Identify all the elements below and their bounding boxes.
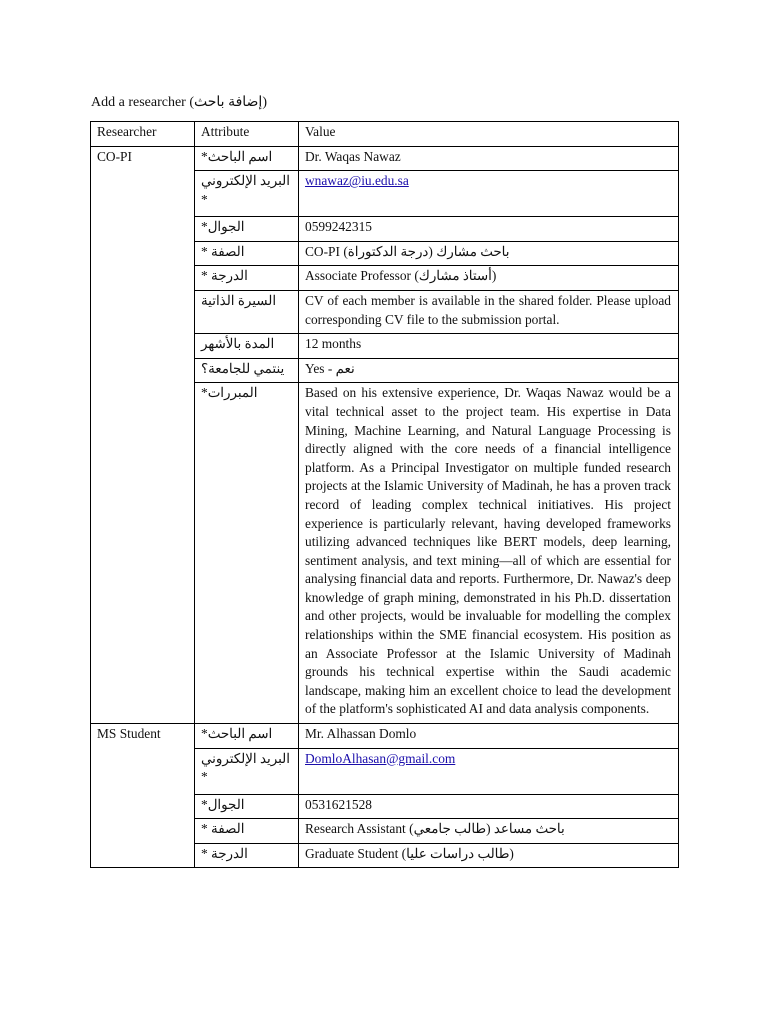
value-capacity: CO-PI (درجة الدكتوراة) باحث مشارك — [299, 241, 679, 266]
value-mobile: 0531621528 — [299, 794, 679, 819]
value-name: Mr. Alhassan Domlo — [299, 724, 679, 749]
attr-name-label: اسم الباحث* — [195, 724, 299, 749]
value-cv: CV of each member is available in the shared folder. Please upload corresponding CV file to the submission portal. — [299, 290, 679, 333]
value-email-cell — [299, 171, 679, 217]
header-researcher: Researcher — [91, 122, 195, 147]
attr-mobile-label: الجوال* — [195, 794, 299, 819]
attr-mobile-label: الجوال* — [195, 217, 299, 242]
attr-rank-label: الدرجة * — [195, 843, 299, 868]
researcher-role-ms: MS Student — [91, 724, 195, 868]
table-row — [91, 724, 679, 749]
researcher-table — [90, 121, 679, 868]
attr-justification-label: المبررات* — [195, 383, 299, 724]
attr-email-label: البريد الإلكتروني * — [195, 748, 299, 794]
attr-duration-label: المدة بالأشهر — [195, 334, 299, 359]
attr-name-label: اسم الباحث* — [195, 146, 299, 171]
value-email-cell — [299, 748, 679, 794]
table-header-row — [91, 122, 679, 147]
attr-affiliation-label: ينتمي للجامعة؟ — [195, 358, 299, 383]
value-mobile: 0599242315 — [299, 217, 679, 242]
value-justification: Based on his extensive experience, Dr. Waqas Nawaz would be a vital technical asset to the project team. His expertise in Data Mining, Machine Learning, and Natural Language Processing is directly aligned with the core needs of a financial intelligence platform. As a Principal Investigator on multiple funded research projects at the Islamic University of Madinah, he has a proven track record of leading complex technical initiatives. His project experience is particularly relevant, having developed frameworks utilizing advanced techniques like BERT models, deep learning, sentiment analysis, and text mining—all of which are essential for analysing financial data and reports. Furthermore, Dr. Nawaz's deep knowledge of graph mining, demonstrated in his Ph.D. dissertation and other projects, would be invaluable for modelling the complex relationships within the SME financial ecosystem. His position as an Associate Professor at the Islamic University of Madinah grounds his technical expertise within the Saudi academic landscape, making him an excellent choice to lead the development of the platform's sophisticated AI and data analysis components. — [299, 383, 679, 724]
email-link[interactable]: DomloAlhasan@gmail.com — [305, 750, 456, 766]
attr-capacity-label: الصفة * — [195, 819, 299, 844]
value-affiliation: Yes - نعم — [299, 358, 679, 383]
researcher-role-copi: CO-PI — [91, 146, 195, 723]
page-heading: Add a researcher (إضافة باحث) — [91, 95, 267, 110]
value-rank: Graduate Student (طالب دراسات عليا) — [299, 843, 679, 868]
attr-cv-label: السيرة الذاتية — [195, 290, 299, 333]
table-row — [91, 146, 679, 171]
header-value: Value — [299, 122, 679, 147]
attr-capacity-label: الصفة * — [195, 241, 299, 266]
value-duration: 12 months — [299, 334, 679, 359]
value-name: Dr. Waqas Nawaz — [299, 146, 679, 171]
attr-email-label: البريد الإلكتروني * — [195, 171, 299, 217]
attr-rank-label: الدرجة * — [195, 266, 299, 291]
header-attribute: Attribute — [195, 122, 299, 147]
email-link[interactable]: wnawaz@iu.edu.sa — [305, 173, 409, 189]
value-capacity: Research Assistant (طالب جامعي) باحث مساعد — [299, 819, 679, 844]
value-rank: Associate Professor (أستاذ مشارك) — [299, 266, 679, 291]
